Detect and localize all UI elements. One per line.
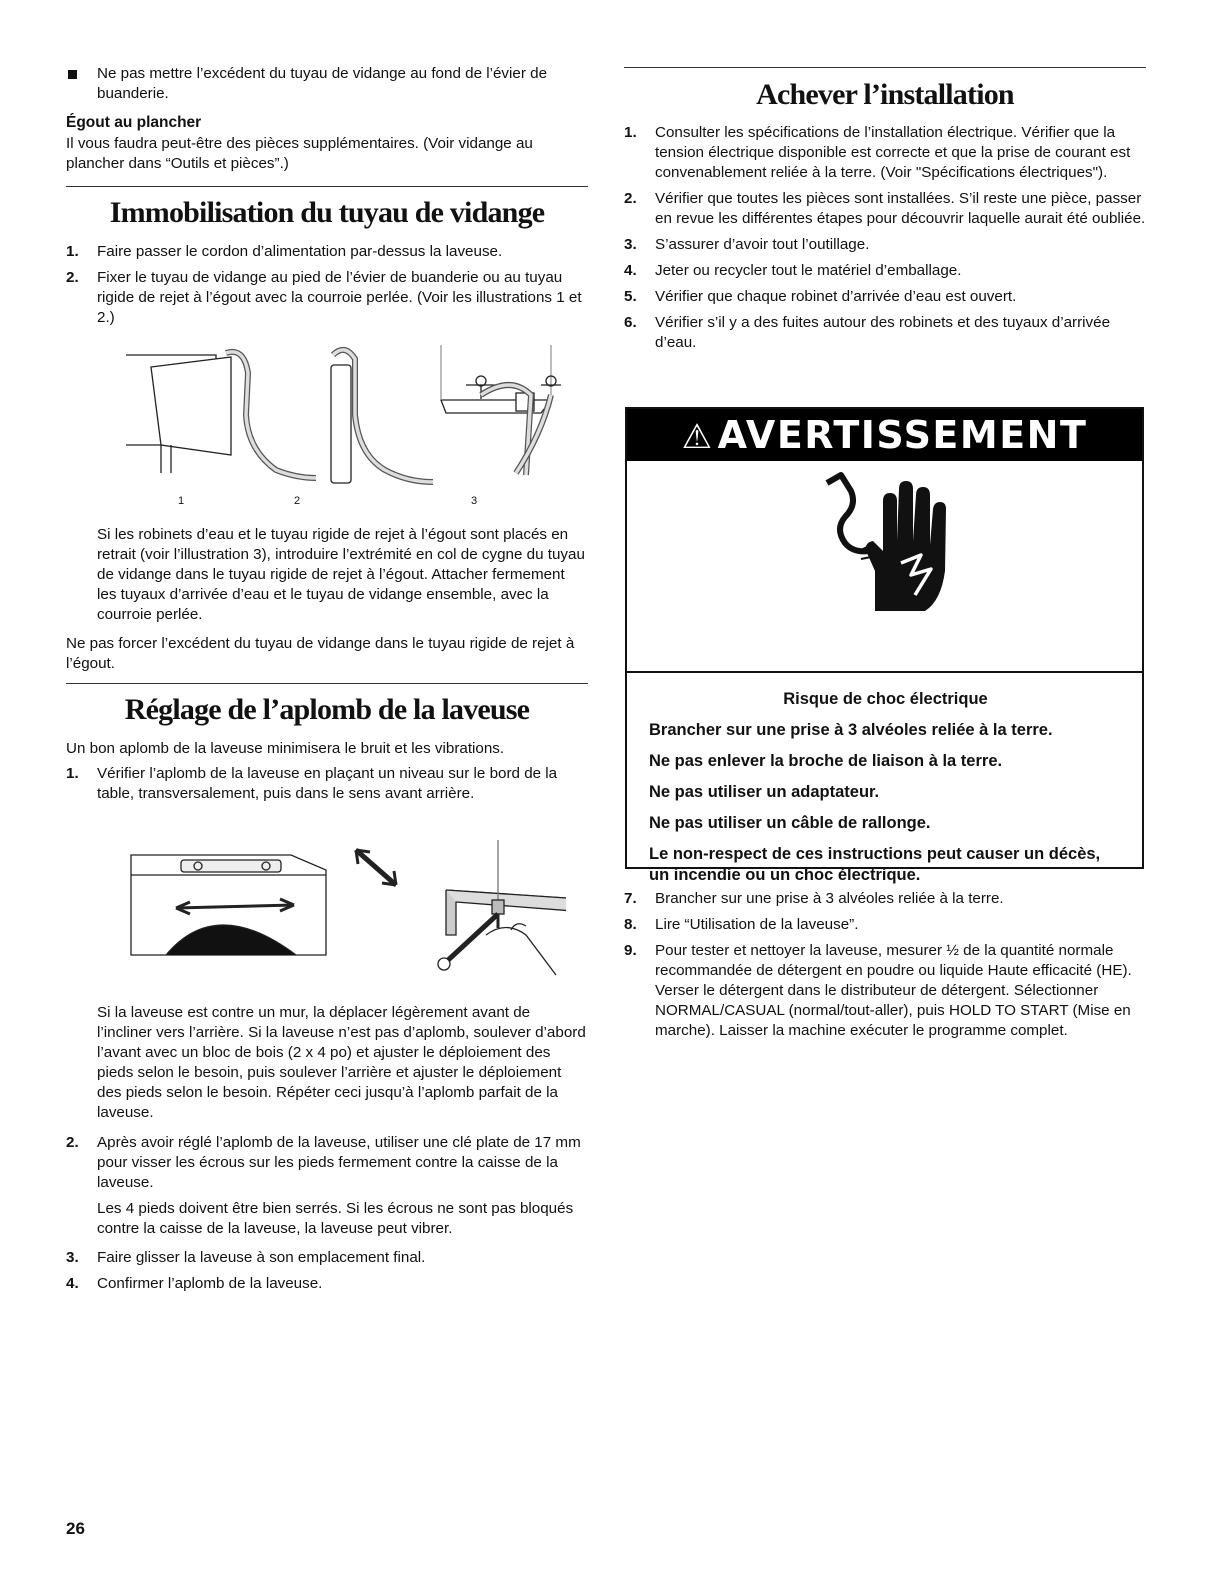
- section-title-drain-hose: Immobilisation du tuyau de vidange: [109, 196, 545, 229]
- warning-text-block: [627, 673, 1142, 886]
- step-text: S’assurer d’avoir tout l’outillage.: [655, 236, 870, 253]
- section2-intro: Un bon aplomb de la laveuse minimisera le bruit et les vibrations.: [66, 740, 505, 757]
- warning-triangle-icon: ⚠: [681, 417, 714, 457]
- section1-caution: Ne pas forcer l’excédent du tuyau de vidange dans le tuyau rigide de rejet à l’égout.: [66, 635, 575, 672]
- drain-hose-illustrations: [121, 345, 561, 490]
- floor-drain-block: [66, 114, 588, 174]
- bullet-item: [66, 64, 588, 104]
- section2-step-2: 2. Après avoir réglé l’aplomb de la laveuse, utiliser une clé plate de 17 mm pour visser les écrous sur les pieds fermement contre la caisse de la laveuse.: [66, 1134, 581, 1191]
- step-number: 7.: [624, 890, 637, 907]
- warning-header: [627, 409, 1142, 461]
- step-item: [66, 242, 588, 262]
- section2-step2-note: Les 4 pieds doivent être bien serrés. Si les écrous ne sont pas bloqués contre la caisse de la laveuse, la laveuse peut vibrer.: [97, 1200, 574, 1237]
- figure-label-1: 1: [178, 495, 185, 507]
- step-text: Faire glisser la laveuse à son emplacement final.: [97, 1249, 426, 1266]
- step-number: 6.: [624, 314, 637, 331]
- finish-steps-a: [624, 123, 1146, 359]
- warning-risk: Risque de choc électrique: [783, 690, 988, 708]
- step-item: [624, 261, 1146, 281]
- step-text: Lire “Utilisation de la laveuse”.: [655, 916, 859, 933]
- section2-step-1: 1. Vérifier l’aplomb de la laveuse en plaçant un niveau sur le bord de la table, transversalement, puis dans le sens avant arrière.: [66, 765, 558, 802]
- section-divider: [66, 186, 588, 187]
- step-text: Vérifier s’il y a des fuites autour des robinets et des tuyaux d’arrivée d’eau.: [655, 314, 1111, 351]
- step-item: [624, 313, 1146, 353]
- step-number: 1.: [624, 124, 637, 141]
- step-item: [66, 1248, 588, 1268]
- warning-icon-area: [627, 461, 1142, 673]
- step-text: Brancher sur une prise à 3 alvéoles reliée à la terre.: [655, 890, 1004, 907]
- step-number: 3.: [66, 1249, 79, 1266]
- step-number: 4.: [624, 262, 637, 279]
- page-number: 26: [66, 1519, 85, 1538]
- step-number: 3.: [624, 236, 637, 253]
- step-number: 2.: [66, 269, 79, 286]
- section2-note: Si la laveuse est contre un mur, la déplacer légèrement avant de l’incliner vers l’arrière. Si la laveuse n’est pas d’aplomb, soulever d’abord l’avant avec un bloc de bois (2 x 4 po) et ajuster le déploiement des pieds selon le besoin, puis soulever l’arrière et ajuster le déploiement des pieds selon le besoin. Répéter ceci jusqu’à l’aplomb parfait de la laveuse.: [97, 1004, 586, 1121]
- step-number: 1.: [66, 243, 79, 260]
- bullet-square-icon: [68, 70, 77, 79]
- step-item: [624, 889, 1146, 909]
- step-item: [66, 268, 588, 328]
- floor-drain-text: Il vous faudra peut-être des pièces supplémentaires. (Voir vidange au plancher dans “Outils et pièces”.): [66, 135, 533, 172]
- step-text: Consulter les spécifications de l’installation électrique. Vérifier que la tension électrique disponible est correcte et que la prise de courant est convenablement reliée à la terre. (Voir "Spécifications électriques").: [655, 124, 1131, 181]
- leveling-illustrations: [126, 840, 566, 988]
- step-number: 4.: [66, 1275, 79, 1292]
- step-item: [624, 941, 1146, 1041]
- step-text: Confirmer l’aplomb de la laveuse.: [97, 1275, 323, 1292]
- step-item: [66, 1274, 588, 1294]
- figure-label-2: 2: [294, 495, 301, 507]
- step-item: [624, 235, 1146, 255]
- finish-steps-b: [624, 889, 1146, 1047]
- section1-note: Si les robinets d’eau et le tuyau rigide de rejet à l’égout sont placés en retrait (voir l’illustration 3), introduire l’extrémité en col de cygne du tuyau de vidange dans le tuyau rigide de rejet à l’égout. Attacher fermement les tuyaux d’arrivée d’eau et le tuyau de vidange ensemble, avec la courroie perlée.: [97, 526, 585, 623]
- floor-drain-heading: Égout au plancher: [66, 114, 202, 131]
- step-text: Faire passer le cordon d’alimentation par-dessus la laveuse.: [97, 243, 503, 260]
- step-item: [624, 189, 1146, 229]
- warning-line: Le non-respect de ces instructions peut causer un décès, un incendie ou un choc électrique.: [649, 845, 1101, 884]
- step-item: [624, 123, 1146, 183]
- step-item: [624, 287, 1146, 307]
- bullet-text: Ne pas mettre l’excédent du tuyau de vidange au fond de l’évier de buanderie.: [97, 65, 548, 102]
- section-divider: [624, 67, 1146, 68]
- step-text: Vérifier que toutes les pièces sont installées. S’il reste une pièce, passer en revue les différentes étapes pour découvrir laquelle aurait été oubliée.: [655, 190, 1146, 227]
- warning-box: [625, 407, 1144, 884]
- step-number: 8.: [624, 916, 637, 933]
- step-text: Jeter ou recycler tout le matériel d’emballage.: [655, 262, 962, 279]
- section2-steps-more: [66, 1248, 588, 1300]
- step-number: 9.: [624, 942, 637, 959]
- section1-steps: [66, 242, 588, 334]
- step-number: 2.: [624, 190, 637, 207]
- step-number: 5.: [624, 288, 637, 305]
- section-title-leveling: Réglage de l’aplomb de la laveuse: [124, 693, 530, 726]
- warning-line: Brancher sur une prise à 3 alvéoles reliée à la terre.: [649, 721, 1053, 739]
- section-divider: [66, 683, 588, 684]
- warning-line: Ne pas utiliser un adaptateur.: [649, 783, 880, 801]
- warning-line: Ne pas enlever la broche de liaison à la terre.: [649, 752, 1003, 770]
- electric-shock-hand-icon: [819, 471, 955, 617]
- step-text: Pour tester et nettoyer la laveuse, mesurer ½ de la quantité normale recommandée de détergent en poudre ou liquide Haute efficacité (HE). Verser le détergent dans le distributeur de détergent. Sélectionner NORMAL/CASUAL (normal/tout-aller), puis HOLD TO START (Mise en marche). Laisser la machine exécuter le programme complet.: [655, 942, 1132, 1039]
- figure-label-3: 3: [471, 495, 478, 507]
- step-item: [624, 915, 1146, 935]
- warning-line: Ne pas utiliser un câble de rallonge.: [649, 814, 931, 832]
- step-text: Vérifier que chaque robinet d’arrivée d’eau est ouvert.: [655, 288, 1017, 305]
- section-title-finish: Achever l’installation: [756, 78, 1014, 111]
- warning-header-text: AVERTISSEMENT: [717, 413, 1088, 457]
- step-text: Fixer le tuyau de vidange au pied de l’évier de buanderie ou au tuyau rigide de rejet à l’égout avec la courroie perlée. (Voir les illustrations 1 et 2.): [97, 269, 582, 326]
